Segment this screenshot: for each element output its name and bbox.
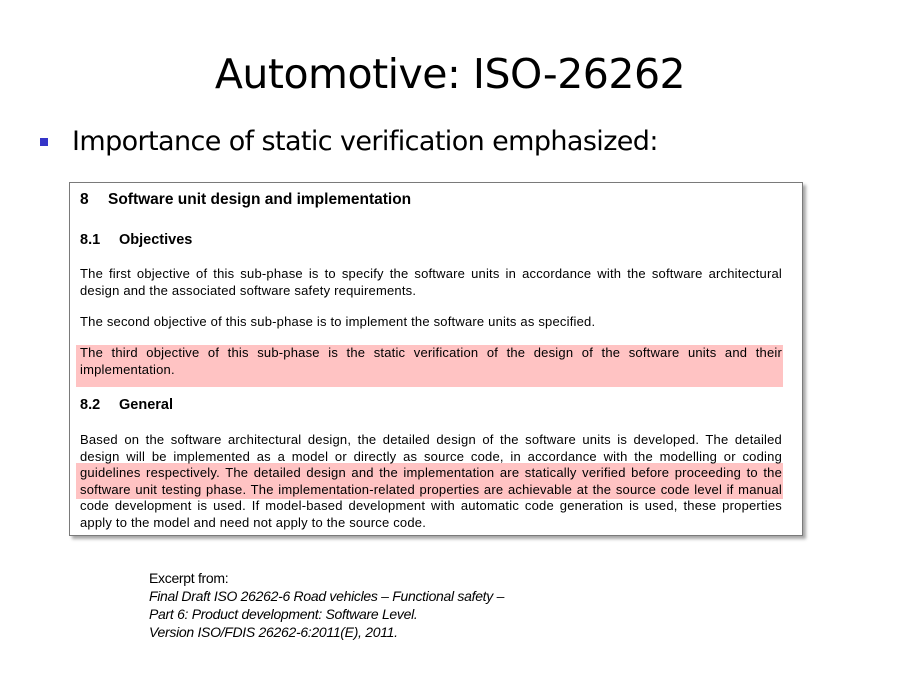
- section-heading: [80, 191, 411, 209]
- paragraph-general: Based on the software architectural design, the detailed design of the software units is developed. The detailed design will be implemented as a model or directly as source code, in accordance with the modelling or coding guidelines respectively. The detailed design and the implementation are statically verified before proceeding to the software unit testing phase. The implementation-related properties are achievable at the source code level if manual code development is used. If model-based development with automatic code generation is used, these properties apply to the model and need not apply to the source code.: [80, 432, 782, 530]
- excerpt-caption: [149, 569, 504, 641]
- subsection-title: Objectives: [119, 232, 193, 248]
- caption-line: Excerpt from:: [149, 570, 229, 586]
- subsection-heading-objectives: [80, 231, 192, 249]
- subsection-number: 8.2: [80, 397, 101, 413]
- subsection-title: General: [119, 397, 173, 413]
- caption-line: Version ISO/FDIS 26262-6:2011(E), 2011.: [149, 624, 398, 640]
- paragraph-objective-2: The second objective of this sub-phase is to implement the software units as specified.: [80, 314, 596, 329]
- caption-line: Part 6: Product development: Software Level.: [149, 606, 418, 622]
- excerpt-box: [69, 182, 803, 536]
- section-title: Software unit design and implementation: [108, 191, 412, 208]
- paragraph-objective-1: The first objective of this sub-phase is to specify the software units in accordance with the software architectural design and the associated software safety requirements.: [80, 266, 782, 298]
- caption-line: Final Draft ISO 26262-6 Road vehicles – Functional safety –: [149, 588, 505, 604]
- square-bullet-icon: [40, 138, 48, 146]
- section-number: 8: [80, 191, 89, 208]
- slide-title: Automotive: ISO-26262: [214, 50, 686, 98]
- bullet-text: Importance of static verification emphasized:: [72, 126, 658, 157]
- subsection-number: 8.1: [80, 232, 101, 248]
- paragraph-objective-3: The third objective of this sub-phase is the static verification of the design of the software units and their implementation.: [80, 345, 782, 377]
- subsection-heading-general: [80, 396, 173, 414]
